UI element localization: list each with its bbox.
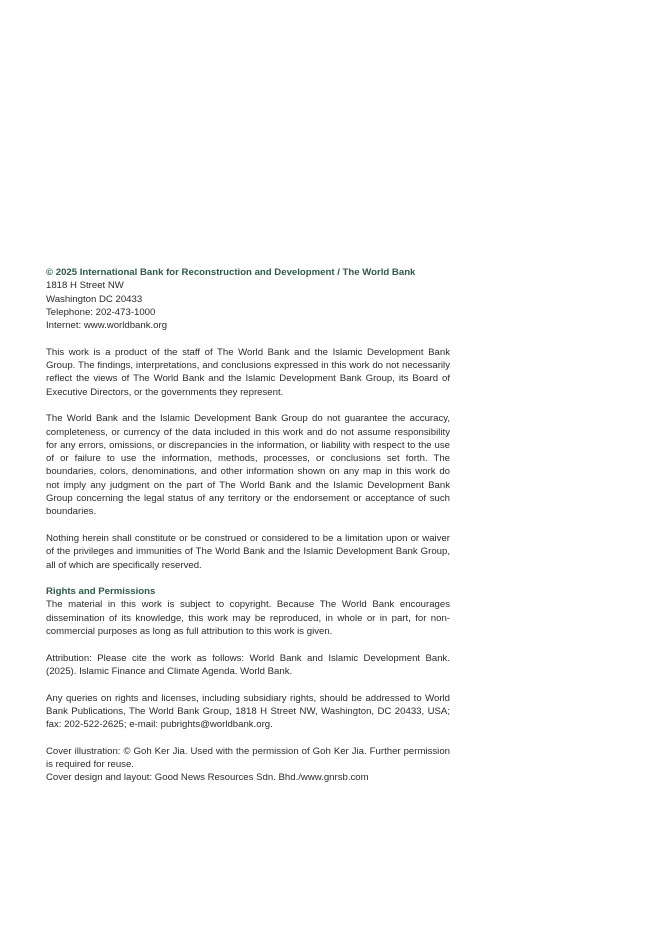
address-telephone: Telephone: 202-473-1000 xyxy=(46,306,156,318)
rights-cover-design: Cover design and layout: Good News Resources Sdn. Bhd./www.gnrsb.com xyxy=(46,772,369,784)
rights-queries-paragraph: Any queries on rights and licenses, including subsidiary rights, should be addressed to World Bank Publications, The World Bank Group, 1818 H Street NW, Washington, DC 20433, USA; fax: 202-522-2625; e-mail: pubrights@worldbank.org. xyxy=(46,692,450,731)
rights-attribution-paragraph: Attribution: Please cite the work as follows: World Bank and Islamic Development Bank. (2025). Islamic Finance and Climate Agenda. World Bank. xyxy=(46,652,450,677)
address-internet: Internet: www.worldbank.org xyxy=(46,320,168,332)
disclaimer-staff-product: This work is a product of the staff of The World Bank and the Islamic Development Bank Group. The findings, interpretations, and conclusions expressed in this work do not necessarily reflect the views of The World Bank and the Islamic Development Bank Group, its Board of Executive Directors, or the governments they represent. xyxy=(46,346,450,398)
copyright-page xyxy=(46,266,450,785)
disclaimer-data-accuracy: The World Bank and the Islamic Development Bank Group do not guarantee the accuracy, completeness, or currency of the data included in this work and do not assume responsibility for any errors, omissions, or discrepancies in the information, or liability with respect to the use of or failure to use the information, methods, processes, or conclusions set forth. The boundaries, colors, denominations, and other information shown on any map in this work do not imply any judgment on the part of The World Bank and the Islamic Development Bank Group concerning the legal status of any territory or the endorsement or acceptance of such boundaries. xyxy=(46,413,450,518)
rights-permissions-heading: Rights and Permissions xyxy=(46,586,156,598)
address-city: Washington DC 20433 xyxy=(46,293,143,305)
address-street: 1818 H Street NW xyxy=(46,280,124,292)
rights-copyright-paragraph: The material in this work is subject to copyright. Because The World Bank encourages dissemination of its knowledge, this work may be reproduced, in whole or in part, for non-commercial purposes as long as full attribution to this work is given. xyxy=(46,599,450,638)
copyright-heading: © 2025 International Bank for Reconstruction and Development / The World Bank xyxy=(46,267,416,278)
rights-cover-illustration: Cover illustration: © Goh Ker Jia. Used with the permission of Goh Ker Jia. Further permission is required for reuse. xyxy=(46,745,450,770)
disclaimer-privileges: Nothing herein shall constitute or be construed or considered to be a limitation upon or waiver of the privileges and immunities of The World Bank and the Islamic Development Bank Group, all of which are specifically reserved. xyxy=(46,532,450,571)
